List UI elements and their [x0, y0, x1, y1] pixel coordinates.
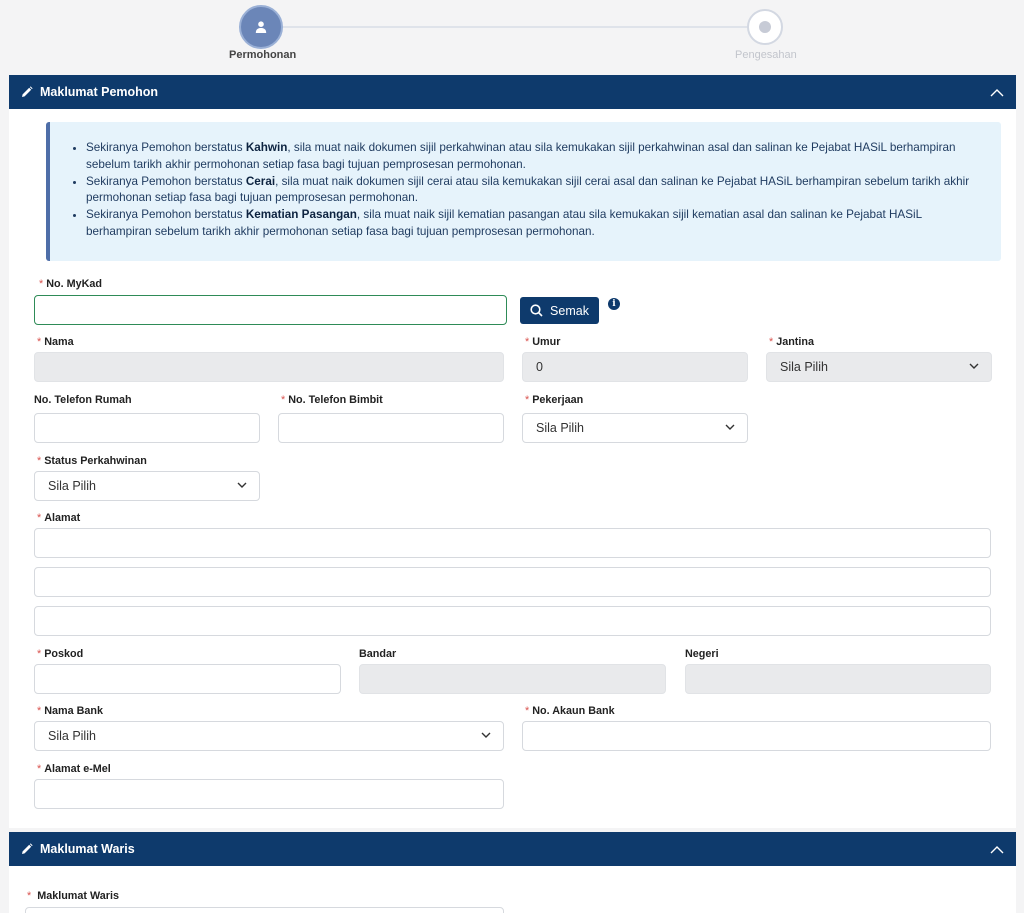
panel-maklumat-waris	[9, 832, 1016, 913]
pekerjaan-select[interactable]	[522, 413, 748, 443]
alamat-line1-input[interactable]	[34, 528, 991, 558]
waris-input[interactable]	[25, 907, 504, 913]
pencil-icon	[21, 843, 33, 855]
stepper-line	[282, 26, 748, 28]
emel-input[interactable]	[34, 779, 504, 809]
jantina-value: Sila Pilih	[780, 360, 828, 374]
chevron-down-icon	[237, 482, 247, 489]
bandar-label: Bandar	[359, 648, 397, 660]
poskod-input[interactable]	[34, 664, 341, 694]
user-icon	[254, 20, 268, 34]
status-label: * Status Perkahwinan	[37, 455, 147, 467]
tel-bimbit-label: * No. Telefon Bimbit	[281, 394, 383, 406]
alamat-line2-input[interactable]	[34, 567, 991, 597]
mykad-input[interactable]	[34, 295, 507, 325]
bank-select[interactable]	[34, 721, 504, 751]
search-icon	[530, 304, 543, 317]
emel-label: * Alamat e-Mel	[37, 763, 111, 775]
umur-label: * Umur	[525, 336, 561, 348]
panel-title: Maklumat Pemohon	[40, 85, 159, 99]
chevron-down-icon	[725, 424, 735, 431]
waris-label: * Maklumat Waris	[27, 890, 120, 902]
akaun-label: * No. Akaun Bank	[525, 705, 615, 717]
mykad-label: * No. MyKad	[39, 278, 102, 290]
info-notice	[46, 122, 1001, 261]
step-permohonan[interactable]	[239, 5, 283, 49]
chevron-down-icon	[969, 363, 979, 370]
chevron-up-icon[interactable]	[990, 88, 1004, 97]
akaun-input[interactable]	[522, 721, 991, 751]
notice-item: • Sekiranya Pemohon berstatus Cerai, sila muat naik dokumen sijil cerai atau sila kemukakan sijil cerai asal dan salinan ke Pejabat HASiL berhampiran sebelum tarikh akhir permohonan setiap fasa bagi tujuan pemprosesan permohonan.	[86, 174, 983, 208]
status-value: Sila Pilih	[48, 479, 96, 493]
nama-input	[34, 352, 504, 382]
progress-stepper	[0, 0, 1024, 70]
bank-value: Sila Pilih	[48, 729, 96, 743]
tel-bimbit-input[interactable]	[278, 413, 504, 443]
chevron-down-icon	[481, 732, 491, 739]
status-select[interactable]	[34, 471, 260, 501]
chevron-up-icon[interactable]	[990, 845, 1004, 854]
semak-button[interactable]	[520, 297, 599, 324]
negeri-label: Negeri	[685, 648, 719, 660]
bandar-input	[359, 664, 666, 694]
panel-maklumat-pemohon	[9, 75, 1016, 828]
notice-item: • Sekiranya Pemohon berstatus Kahwin, sila muat naik dokumen sijil perkahwinan atau sila kemukakan sijil perkahwinan asal dan salinan ke Pejabat HASiL berhampiran sebelum tarikh akhir permohonan setiap fasa bagi tujuan pemprosesan permohonan.	[86, 140, 983, 174]
bank-label: * Nama Bank	[37, 705, 104, 717]
jantina-label: * Jantina	[769, 336, 815, 348]
nama-label: * Nama	[37, 336, 74, 348]
umur-input: 0	[522, 352, 748, 382]
pencil-icon	[21, 86, 33, 98]
pekerjaan-label: * Pekerjaan	[525, 394, 584, 406]
panel-header-pemohon[interactable]	[9, 75, 1016, 109]
step-pengesahan[interactable]	[747, 9, 783, 45]
alamat-line3-input[interactable]	[34, 606, 991, 636]
semak-label: Semak	[550, 303, 589, 318]
negeri-input	[685, 664, 991, 694]
panel-header-waris[interactable]	[9, 832, 1016, 866]
step-label-pengesahan: Pengesahan	[735, 49, 797, 61]
tel-rumah-label: No. Telefon Rumah	[34, 394, 132, 406]
step-dot-icon	[759, 21, 771, 33]
panel-title: Maklumat Waris	[40, 842, 135, 856]
alamat-label: * Alamat	[37, 512, 81, 524]
notice-item: • Sekiranya Pemohon berstatus Kematian Pasangan, sila muat naik sijil kematian pasangan atau sila kemukakan sijil kematian asal dan salinan ke Pejabat HASiL berhampiran sebelum tarikh akhir permohonan setiap fasa bagi tujuan pemprosesan permohonan.	[86, 207, 983, 241]
poskod-label: * Poskod	[37, 648, 84, 660]
pekerjaan-value: Sila Pilih	[536, 421, 584, 435]
jantina-select[interactable]	[766, 352, 992, 382]
step-label-permohonan: Permohonan	[229, 49, 297, 61]
tel-rumah-input[interactable]	[34, 413, 260, 443]
info-icon[interactable]: i	[608, 298, 620, 310]
